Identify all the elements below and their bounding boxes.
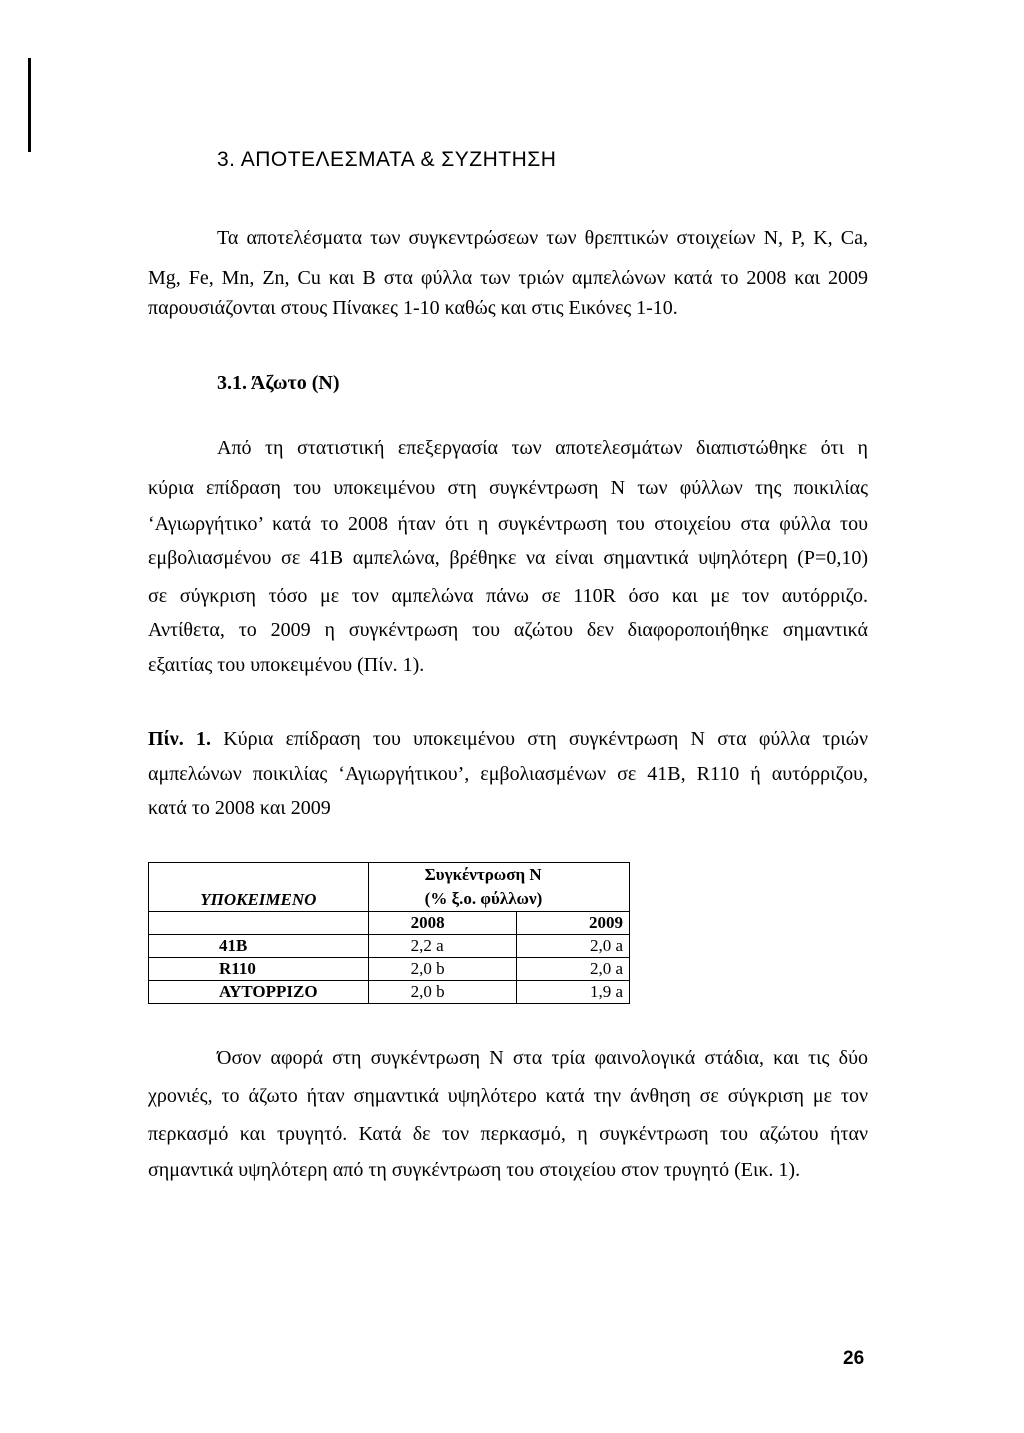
closing-line-4: σημαντικά υψηλότερη από τη συγκέντρωση του στοιχείου στον τρυγητό (Εικ. 1). [148,1159,801,1181]
para-line-7: εξαιτίας του υποκειμένου (Πίν. 1). [148,654,425,676]
intro-line-3: παρουσιάζονται στους Πίνακες 1-10 καθώς και στις Εικόνες 1-10. [148,297,678,319]
table-row [149,981,630,1004]
table-caption-line-1 [148,729,868,749]
margin-rule [28,58,31,152]
closing-line-1: Όσον αφορά στη συγκέντρωση N στα τρία φαινολογικά στάδια, και τις δύο [217,1047,868,1069]
row-label: R110 [149,958,369,981]
cell-2009: 1,9 a [517,981,630,1004]
concentration-header: Συγκέντρωση N [368,863,629,888]
table-row [149,935,630,958]
cell-2009: 2,0 a [517,958,630,981]
page-number: 26 [843,1348,865,1369]
section-heading: 3. ΑΠΟΤΕΛΕΣΜΑΤΑ & ΣΥΖΗΤΗΣΗ [217,148,557,171]
cell-2008: 2,2 a [368,935,517,958]
intro-line-1: Τα αποτελέσματα των συγκεντρώσεων των θρεπτικών στοιχείων N, P, K, Ca, [217,227,868,249]
year-row-blank [149,912,369,935]
subsection-heading: 3.1. Άζωτο (N) [217,372,340,394]
table-row [149,958,630,981]
para-line-3: ‘Αγιωργήτικο’ κατά το 2008 ήταν ότι η συγκέντρωση του στοιχείου στα φύλλα του [148,513,868,535]
unit-header: (% ξ.ο. φύλλων) [368,887,629,912]
year-2008-header: 2008 [368,912,517,935]
closing-line-2: χρονιές, το άζωτο ήταν σημαντικά υψηλότερο κατά την άνθηση σε σύγκριση με τον [148,1085,868,1107]
subject-header: ΥΠΟΚΕΙΜΕΝΟ [149,863,369,912]
year-2009-header: 2009 [517,912,630,935]
table-caption-line-2: αμπελώνων ποικιλίας ‘Αγιωργήτικου’, εμβολιασμένων σε 41B, R110 ή αυτόρριζου, [148,763,868,785]
nitrogen-table [148,862,630,1004]
table-caption-text: Κύρια επίδραση του υποκειμένου στη συγκέντρωση N στα φύλλα τριών [223,728,868,750]
cell-2009: 2,0 a [517,935,630,958]
para-line-4: εμβολιασμένου σε 41B αμπελώνα, βρέθηκε να είναι σημαντικά υψηλότερη (P=0,10) [148,547,868,569]
para-line-5: σε σύγκριση τόσο με τον αμπελώνα πάνω σε 110R όσο και με τον αυτόρριζο. [148,585,868,607]
cell-2008: 2,0 b [368,958,517,981]
para-line-6: Αντίθετα, το 2009 η συγκέντρωση του αζώτου δεν διαφοροποιήθηκε σημαντικά [148,619,868,641]
row-label: ΑΥΤΟΡΡΙΖΟ [149,981,369,1004]
cell-2008: 2,0 b [368,981,517,1004]
para-line-2: κύρια επίδραση του υποκειμένου στη συγκέντρωση N των φύλλων της ποικιλίας [148,477,868,499]
para-line-1: Από τη στατιστική επεξεργασία των αποτελεσμάτων διαπιστώθηκε ότι η [217,437,868,459]
intro-line-2: Mg, Fe, Mn, Zn, Cu και B στα φύλλα των τριών αμπελώνων κατά το 2008 και 2009 [148,267,868,289]
row-label: 41B [149,935,369,958]
table-caption-line-3: κατά το 2008 και 2009 [148,797,331,819]
table-year-row [149,912,630,935]
table-header-row [149,863,630,888]
closing-line-3: περκασμό και τρυγητό. Κατά δε τον περκασμό, η συγκέντρωση του αζώτου ήταν [148,1123,868,1145]
table-caption-label: Πίν. 1. [148,728,211,750]
